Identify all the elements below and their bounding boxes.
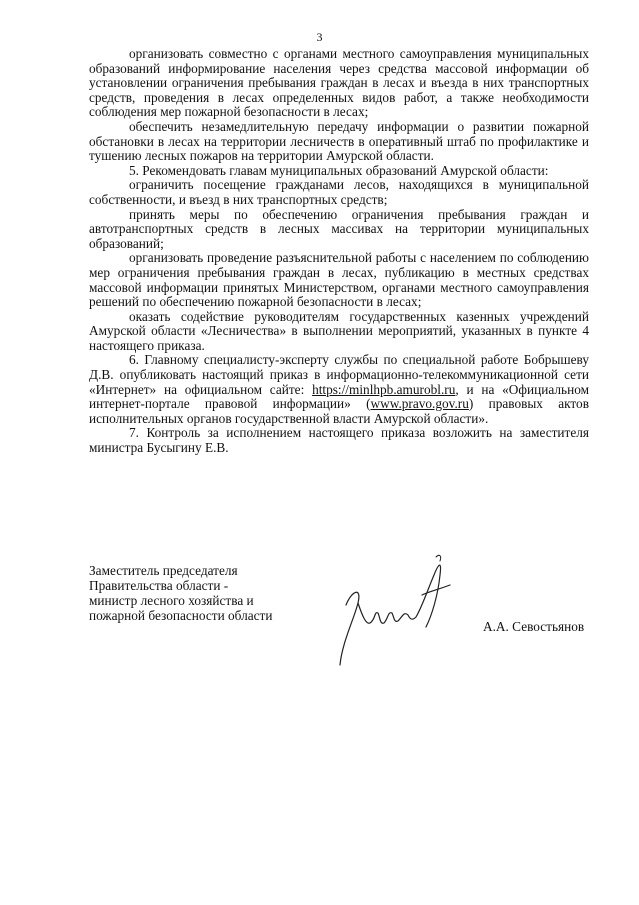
paragraph-6-text-end: ) правовых актов исполнительных органов государственной власти Амурской области». — [89, 396, 589, 426]
paragraph-6-text-start: 6. Главному специалисту-эксперту службы по специальной работе Бобрышеву Д.В. опубликовать настоящий приказ в информационно-телекоммуникационной сети «Интернет» на официальном сайте: — [89, 352, 589, 397]
paragraph-inform-population: организовать совместно с органами местного самоуправления муниципальных образований информирование населения через средства массовой информации об установлении ограничения пребывания граждан в лесах и въезда в них транспортных средств, проведения в лесах определенных видов работ, а также необходимости соблюдения мер пожарной безопасности в лесах; — [89, 46, 589, 120]
paragraph-transfer-information: обеспечить незамедлительную передачу информации о развитии пожарной обстановки в лесах на территории лесничеств в оперативный штаб по профилактике и тушению лесных пожаров на территории Амурской области. — [89, 118, 589, 164]
paragraph-5-recommend: 5. Рекомендовать главам муниципальных образований Амурской области: — [129, 162, 549, 178]
signatory-title — [89, 563, 349, 623]
paragraph-6-text-middle: , и на «Официальном интернет-портале правовой информации» ( — [89, 381, 590, 412]
paragraph-6-publish — [89, 353, 589, 426]
ministry-site-link[interactable]: https://minlhpb.amurobl.ru — [312, 381, 456, 397]
signatory-title-line: Правительства области - — [89, 578, 229, 593]
pravo-portal-link[interactable]: www.pravo.gov.ru — [370, 396, 469, 412]
document-body — [89, 47, 589, 456]
paragraph-explanatory-work: организовать проведение разъяснительной работы с населением по соблюдению мер ограничения пребывания граждан в лесах, публикацию в местных средствах массовой информации принятых Министерством, органами местного самоуправления решений по обеспечению пожарной безопасности в лесах; — [89, 250, 589, 310]
page-number: 3 — [316, 30, 323, 44]
signatory-title-line: Заместитель председателя — [89, 563, 238, 578]
paragraph-7-control: 7. Контроль за исполнением настоящего приказа возложить на заместителя министра Бусыгину Е.В. — [89, 425, 589, 456]
handwritten-signature — [318, 545, 478, 670]
paragraph-restrict-visits: ограничить посещение гражданами лесов, находящихся в муниципальной собственности, и въезд в них транспортных средств; — [89, 177, 589, 207]
paragraph-assist-forestries: оказать содействие руководителям государственных казенных учреждений Амурской области «Лесничества» в выполнении мероприятий, указанных в пункте 4 настоящего приказа. — [89, 308, 589, 353]
signatory-name: А.А. Севостьянов — [483, 619, 585, 634]
signatory-title-line: министр лесного хозяйства и — [89, 593, 254, 608]
signatory-title-line: пожарной безопасности области — [89, 608, 273, 623]
paragraph-take-measures: принять меры по обеспечению ограничения пребывания граждан и автотранспортных средств в лесных массивах на территории муниципальных образований; — [89, 206, 589, 251]
